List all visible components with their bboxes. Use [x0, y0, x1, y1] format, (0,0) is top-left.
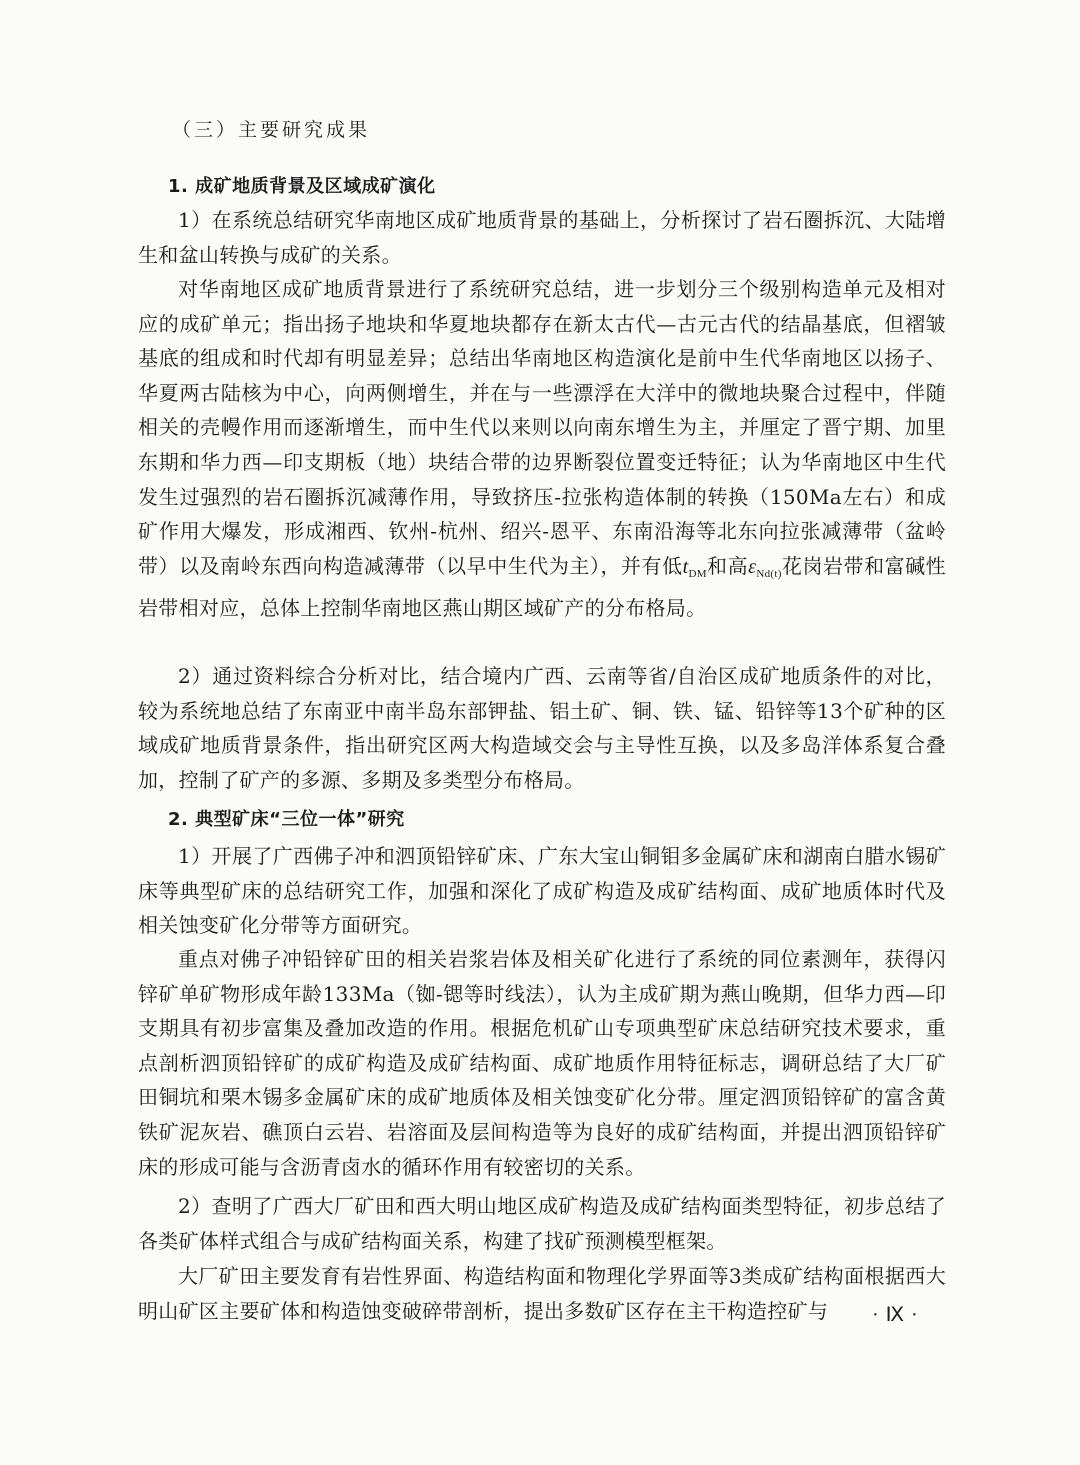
- subsection-title-2: 2. 典型矿床“三位一体”研究: [168, 809, 405, 830]
- paragraph-2-3: 2）查明了广西大厂矿田和西大明山地区成矿构造及成矿结构面类型特征，初步总结了各类矿体样式组合与成矿结构面关系，构建了找矿预测模型框架。: [138, 1194, 946, 1253]
- paragraph-2-4: 大厂矿田主要发育有岩性界面、构造结构面和物理化学界面等3类成矿结构面根据西大明山矿区主要矿体和构造蚀变破碎带剖析，提出多数矿区存在主干构造控矿与: [138, 1264, 946, 1323]
- epsilon-nd-symbol: $\varepsilon_{Nd(t)}$: [748, 555, 782, 580]
- subsection-title-1: 1. 成矿地质背景及区域成矿演化: [168, 176, 436, 197]
- paragraph-1-1: 1）在系统总结研究华南地区成矿地质背景的基础上，分析探讨了岩石圈拆沉、大陆增生和盆山转换与成矿的关系。: [138, 208, 946, 267]
- section-title: （三）主要研究成果: [172, 119, 371, 141]
- paragraph-2-1: 1）开展了广西佛子冲和泗顶铅锌矿床、广东大宝山铜钼多金属矿床和湖南白腊水锡矿床等典型矿床的总结研究工作，加强和深化了成矿构造及成矿结构面、成矿地质体时代及相关蚀变矿化分带等方面研究。: [138, 844, 946, 938]
- page-number: · Ⅸ ·: [872, 1304, 919, 1326]
- paragraph-2-2: 重点对佛子冲铅锌矿田的相关岩浆岩体及相关矿化进行了系统的同位素测年，获得闪锌矿单矿物形成年龄133Ma（铷-锶等时线法），认为主成矿期为燕山晚期，但华力西—印支期具有初步富集及叠加改造的作用。根据危机矿山专项典型矿床总结研究技术要求，重点剖析泗顶铅锌矿的成矿构造及成矿结构面、成矿地质作用特征标志，调研总结了大厂矿田铜坑和栗木锡多金属矿床的成矿地质体及相关蚀变矿化分带。厘定泗顶铅锌矿的富含黄铁矿泥灰岩、礁顶白云岩、岩溶面及层间构造等为良好的成矿结构面，并提出泗顶铅锌矿床的形成可能与含沥青卤水的循环作用有较密切的关系。: [138, 947, 946, 1179]
- paragraph-1-2: 对华南地区成矿地质背景进行了系统研究总结，进一步划分三个级别构造单元及相对应的成矿单元；指出扬子地块和华夏地块都存在新太古代—古元古代的结晶基底，但褶皱基底的组成和时代却有明显差异；总结出华南地区构造演化是前中生代华南地区以扬子、华夏两古陆核为中心，向两侧增生，并在与一些漂浮在大洋中的微地块聚合过程中，伴随相关的壳幔作用而逐渐增生，而中生代以来则以向南东增生为主，并厘定了晋宁期、加里东期和华力西—印支期板（地）块结合带的边界断裂位置变迁特征；认为华南地区中生代发生过强烈的岩石圈拆沉减薄作用，导致挤压-拉张构造体制的转换（150Ma左右）和成矿作用大爆发，形成湘西、钦州-杭州、绍兴-恩平、东南沿海等北东向拉张减薄带（盆岭带）以及南岭东西向构造减薄带（以早中生代为主），并有低$t_{DM}$和高$\varepsilon_{Nd(t)}$花岗岩带和富碱性岩带相对应，总体上控制华南地区燕山期区域矿产的分布格局。: [138, 277, 946, 621]
- paragraph-1-3: 2）通过资料综合分析对比，结合境内广西、云南等省/自治区成矿地质条件的对比，较为系统地总结了东南亚中南半岛东部钾盐、铝土矿、铜、铁、锰、铅锌等13个矿种的区域成矿地质背景条件，指出研究区两大构造域交会与主导性互换，以及多岛洋体系复合叠加，控制了矿产的多源、多期及多类型分布格局。: [138, 664, 946, 792]
- t-dm-symbol: $t_{DM}$: [682, 555, 707, 580]
